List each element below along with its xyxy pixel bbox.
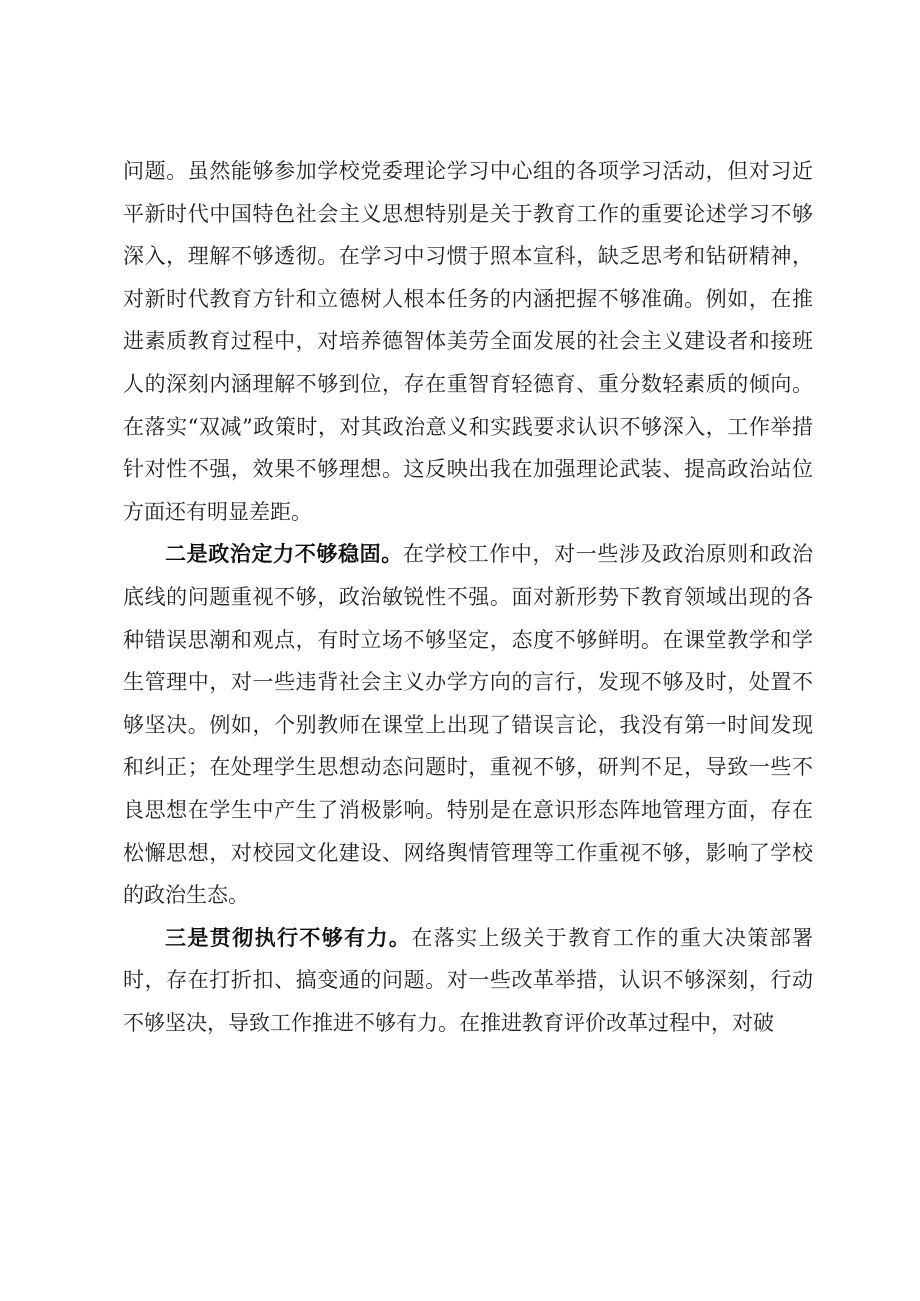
paragraph-text: 问题。虽然能够参加学校党委理论学习中心组的各项学习活动，但对习近平新时代中国特色社会主义思想特别是关于教育工作的重要论述学习不够深入，理解不够透彻。在学习中习惯于照本宣科，缺乏思考和钻研精神，对新时代教育方针和立德树人根本任务的内涵把握不够准确。例如，在推进素质教育过程中，对培养德智体美劳全面发展的社会主义建设者和接班人的深刻内涵理解不够到位，存在重智育轻德育、重分数轻素质的倾向。在落实“双减”政策时，对其政治意义和实践要求认识不够深入，工作举措针对性不强，效果不够理想。这反映出我在加强理论武装、提高政治站位方面还有明显差距。	[123, 159, 813, 524]
paragraph-political-resolve	[123, 533, 813, 916]
paragraph-implementation	[123, 917, 813, 1045]
paragraph-text: 在学校工作中，对一些涉及政治原则和政治底线的问题重视不够，政治敏锐性不强。面对新形势下教育领域出现的各种错误思潮和观点，有时立场不够坚定，态度不够鲜明。在课堂教学和学生管理中，对一些违背社会主义办学方向的言行，发现不够及时，处置不够坚决。例如，个别教师在课堂上出现了错误言论，我没有第一时间发现和纠正；在处理学生思想动态问题时，重视不够，研判不足，导致一些不良思想在学生中产生了消极影响。特别是在意识形态阵地管理方面，存在松懈思想，对校园文化建设、网络舆情管理等工作重视不够，影响了学校的政治生态。	[123, 542, 813, 908]
paragraph-text: 在落实上级关于教育工作的重大决策部署时，存在打折扣、搞变通的问题。对一些改革举措，认识不够深刻，行动不够坚决，导致工作推进不够有力。在推进教育评价改革过程中，对破	[123, 925, 814, 1035]
document-body	[123, 150, 813, 1044]
paragraph-lead-heading: 三是贯彻执行不够有力。	[165, 925, 412, 950]
paragraph-continuation	[123, 150, 813, 533]
paragraph-lead-heading: 二是政治定力不够稳固。	[165, 542, 403, 567]
